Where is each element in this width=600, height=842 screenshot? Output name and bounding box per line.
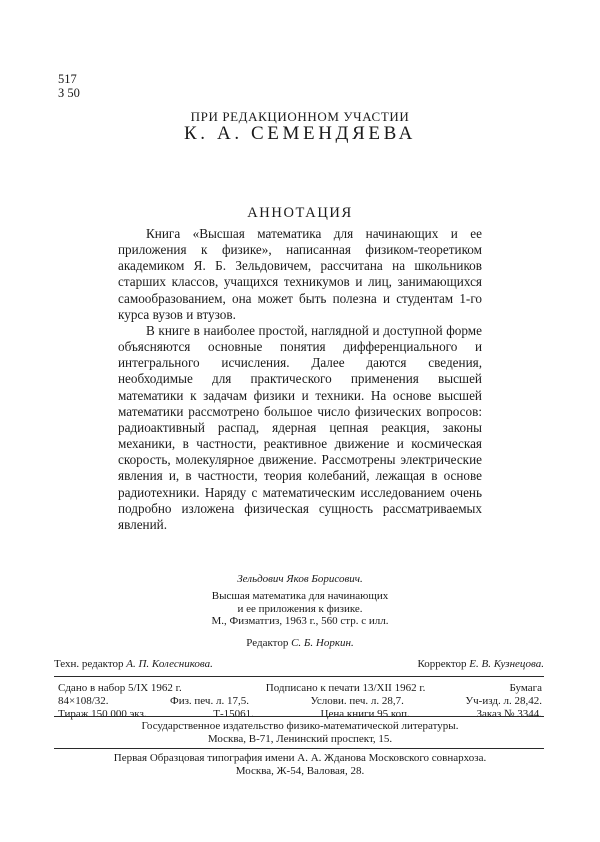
publisher-address: Москва, В-71, Ленинский проспект, 15. [207,733,393,745]
print-row-2 [58,695,542,708]
udc-code: 517 [58,72,77,86]
imprint-editor [0,637,600,650]
divider-bottom [54,748,544,749]
imprint-author: Зельдович Яков Борисович. [237,573,363,585]
printer-name: Первая Образцовая типография имени А. А. Жданова Московского совнархоза. [113,752,487,764]
udc-classification [58,72,80,100]
divider-middle [54,716,544,717]
editor-credit-name: С. Б. Норкин. [291,637,354,649]
tech-editor-label: Техн. редактор [54,658,124,670]
annotation-title: АННОТАЦИЯ [247,205,353,221]
proofreader-name: Е. В. Кузнецова. [469,658,544,670]
print-license: Т-15061. [213,708,254,720]
print-paper-format: 84×108/32. [58,695,109,707]
annotation-paragraph-1: Книга «Высшая математика для начинающих и ее приложения к физике», написанная физиком-теоретиком академиком Я. Б. Зельдовичем, рассчитана на школьников старших классов, учащихся техникумов и лиц, занимающихся самообразованием, она может быть полезна и студентам 1-го курса вузов и втузов. [118,226,482,322]
print-row-1 [58,682,542,695]
publisher-info [0,720,600,746]
proofreader-label: Корректор [417,658,467,670]
printer-address: Москва, Ж-54, Валовая, 28. [235,765,365,777]
printer-info [0,752,600,778]
divider-top [54,676,544,677]
editor-name: К. А. СЕМЕНДЯЕВА [184,123,416,144]
book-title-line-1: Высшая математика для начинающих [211,590,389,602]
proofreader [417,658,544,671]
imprint-publication: М., Физматгиз, 1963 г., 560 стр. с илл. [211,615,389,627]
book-title-line-2: и ее приложения к физике. [237,603,363,615]
annotation-paragraph-2: В книге в наиболее простой, наглядной и доступной форме объясняются основные понятия дифференциального и интегрального исчисления. Далее даются сведения, необходимые для практического применения высшей математики к задачам физики и техники. На основе высшей математики рассмотрено большое число физических вопросов: радиоактивный распад, ядерная цепная реакция, законы механики, в частности, реактивное движение и космическая скорость, молекулярное движение. Рассмотрены электрические явления и, в частности, теория колебаний, лежащая в основе радиотехники. Наряду с математическим исследованием очень подробно изложена физическая сущность рассматриваемых явлений. [118,322,482,532]
udc-cutter: З 50 [58,86,80,100]
print-price: Цена книги 95 коп. [320,708,410,720]
tech-editor-name: А. П. Колесникова. [126,658,213,670]
imprint-staff-row [54,658,544,671]
print-paper-label: Бумага [509,682,542,694]
publisher-name: Государственное издательство физико-математической литературы. [141,720,459,732]
print-physical-sheets: Физ. печ. л. 17,5. [170,695,249,707]
imprint-book-title [0,590,600,616]
tech-editor [54,658,213,671]
editor-label: Редактор [246,637,289,649]
annotation-body [118,226,482,533]
print-signed-date: Подписано к печати 13/XII 1962 г. [265,682,426,694]
print-typeset-date: Сдано в набор 5/IX 1962 г. [58,682,182,694]
editor-participation: ПРИ РЕДАКЦИОННОМ УЧАСТИИ [190,109,410,124]
print-run: Тираж 150 000 экз. [58,708,147,720]
print-conventional-sheets: Услови. печ. л. 28,7. [310,695,404,707]
print-publisher-sheets: Уч-изд. л. 28,42. [465,695,542,707]
print-order: Заказ № 3344. [476,708,542,720]
